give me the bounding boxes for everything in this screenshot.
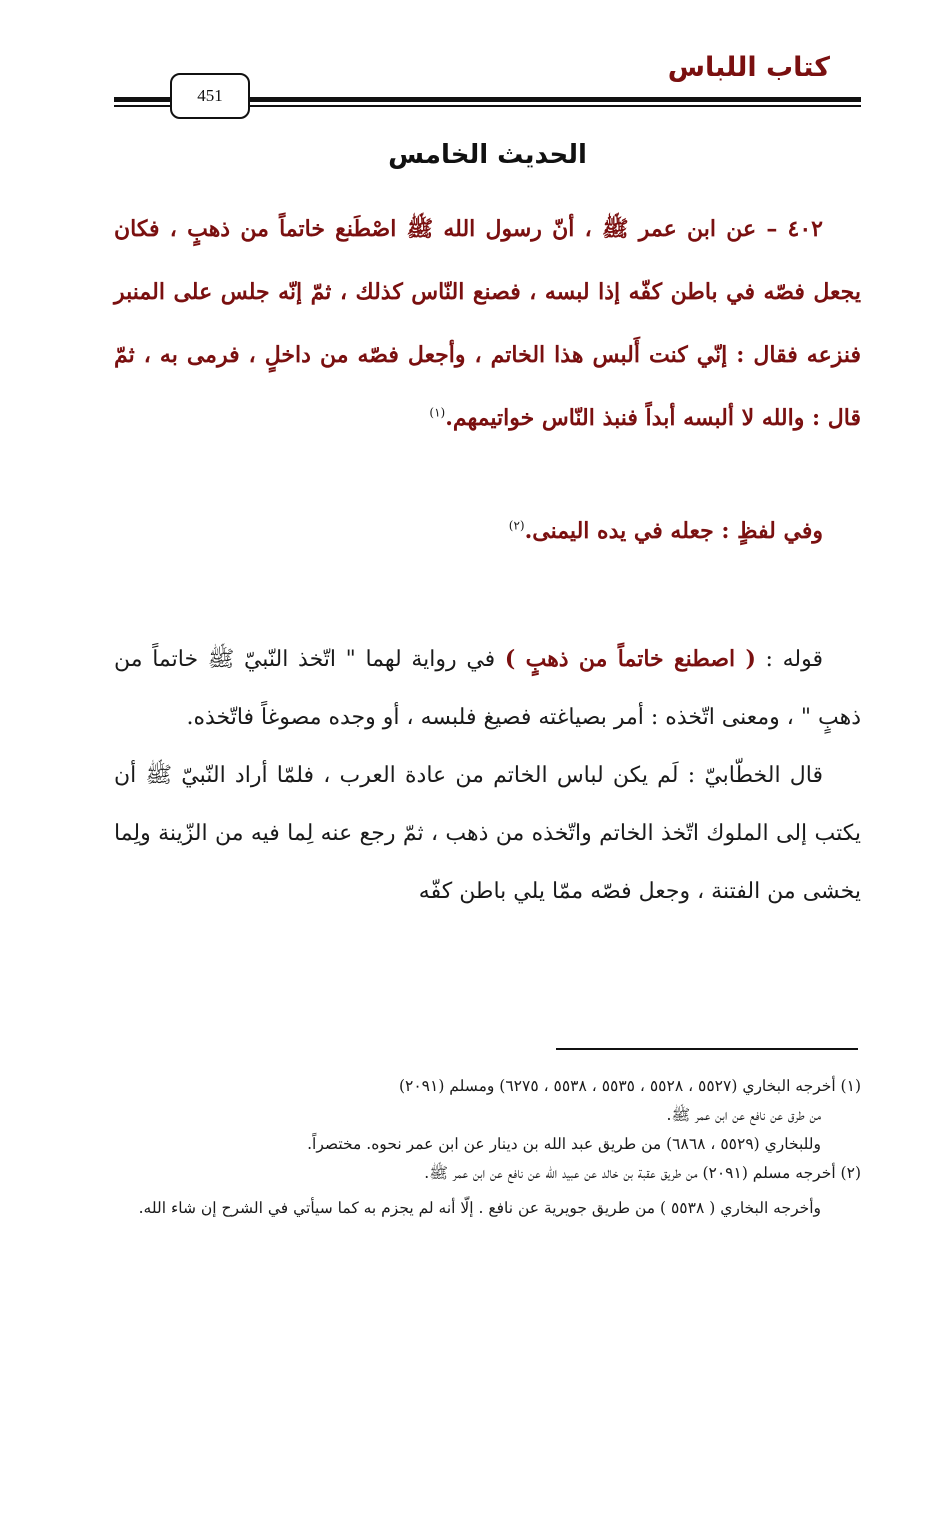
- hadith-title: الحديث الخامس: [388, 140, 587, 170]
- hadith-alt-text: وفي لفظٍ : جعله في يده اليمنى.: [524, 518, 823, 544]
- footnote-ref-1[interactable]: (١): [429, 405, 446, 420]
- footnote-1-second: وللبخاري (٥٥٢٩ ، ٦٨٦٨) من طريق عبد الله بن دينار عن ابن عمر نحوه. مختصراً.: [307, 1135, 821, 1153]
- footnote-ref-2[interactable]: (٢): [508, 518, 525, 533]
- hadith-alternate-wording: [114, 503, 861, 559]
- commentary-paragraph-2: قال الخطّابيّ : لَم يكن لباس الخاتم من عادة العرب ، فلمّا أراد النّبيّ ﷺ أن يكتب إلى الملوك اتّخذ الخاتم واتّخذه من ذهب ، ثمّ رجع عنه لِما فيه من الزّينة ولِما يخشى من الفتنة ، وجعل فصّه ممّا يلي باطن كفّه: [114, 763, 861, 904]
- commentary-paragraph-1: [114, 630, 861, 747]
- book-title: كتاب اللباس: [667, 52, 830, 83]
- page-number: 451: [170, 73, 250, 119]
- footnote-1: (١) أخرجه البخاري (٥٥٢٧ ، ٥٥٢٨ ، ٥٥٣٥ ، ٥٥٣٨ ، ٦٢٧٥) ومسلم (٢٠٩١): [398, 1077, 861, 1095]
- commentary: [114, 630, 861, 921]
- quoted-phrase: ( اصطنع خاتماً من ذهبٍ ): [504, 646, 756, 672]
- hadith-body: ٤٠٢ – عن ابن عمر ﷺ ، أنّ رسول الله ﷺ اصْطَنع خاتماً من ذهبٍ ، فكان يجعل فصّه في باطن كفّه إذا لبسه ، فصنع النّاس كذلك ، ثمّ إنّه جلس على المنبر فنزعه فقال : إنّي كنت أَلبس هذا الخاتم ، وأجعل فصّه من داخلٍ ، فرمى به ، ثمّ قال : والله لا ألبسه أبداً فنبذ النّاس خواتيمهم.: [114, 216, 861, 431]
- footnote-2-second: وأخرجه البخاري ( ٥٥٣٨ ) من طريق جويرية عن نافع . إلّا أنه لم يجزم به كما سيأتي في الشرح إن شاء الله.: [138, 1199, 821, 1217]
- footnote-2: (٢) أخرجه مسلم (٢٠٩١) من طريق عقبة بن خالد عن عبيد الله عن نافع عن ابن عمر ﷺ.: [424, 1164, 861, 1182]
- footnotes: [114, 1072, 861, 1223]
- commentary-lead: قوله :: [755, 647, 824, 672]
- commentary-p1-rest: في رواية لهما " اتّخذ النّبيّ ﷺ خاتماً من ذهبٍ " ، ومعنى اتّخذه : أمر بصياغته فصيغ فلبسه ، أو وجده مصوغاً فاتّخذه.: [114, 647, 861, 730]
- footnote-separator: [556, 1048, 858, 1050]
- hadith-text: [114, 198, 861, 450]
- footnote-1-continuation: من طرق عن نافع عن ابن عمر ﷺ.: [666, 1106, 821, 1124]
